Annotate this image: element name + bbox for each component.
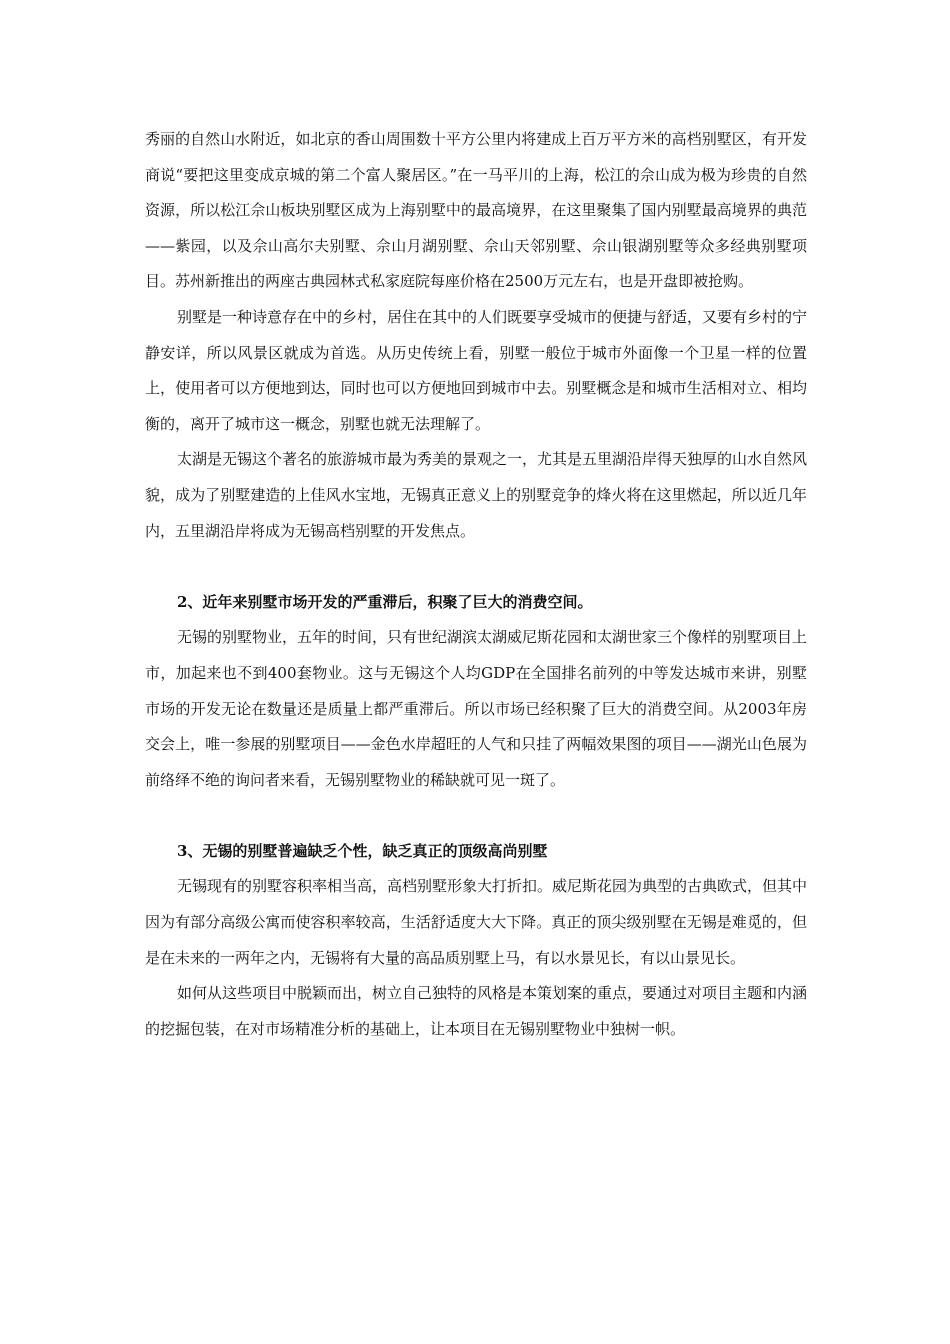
paragraph-4: 无锡的别墅物业，五年的时间，只有世纪湖滨太湖威尼斯花园和太湖世家三个像样的别墅项目上市，加起来也不到400套物业。这与无锡这个人均GDP在全国排名前列的中等发达城市来讲，别墅市场的开发无论在数量还是质量上都严重滞后。所以市场已经积聚了巨大的消费空间。从2003年房交会上，唯一参展的别墅项目——金色水岸超旺的人气和只挂了两幅效果图的项目——湖光山色展为前络绎不绝的询问者来看，无锡别墅物业的稀缺就可见一斑了。 [145, 628, 808, 789]
paragraph-6: 如何从这些项目中脱颖而出，树立自己独特的风格是本策划案的重点，要通过对项目主题和内涵的挖掘包装，在对市场精准分析的基础上，让本项目在无锡别墅物业中独树一帜。 [145, 984, 808, 1038]
paragraph-5: 无锡现有的别墅容积率相当高，高档别墅形象大打折扣。威尼斯花园为典型的古典欧式，但其中因为有部分高级公寓而使容积率较高，生活舒适度大大下降。真正的顶尖级别墅在无锡是难觅的，但是在未来的一两年之内，无锡将有大量的高品质别墅上马，有以水景见长，有以山景见长。 [145, 877, 808, 967]
section-heading-2: 2、近年来别墅市场开发的严重滞后，积聚了巨大的消费空间。 [177, 592, 593, 611]
paragraph-3: 太湖是无锡这个著名的旅游城市最为秀美的景观之一，尤其是五里湖沿岸得天独厚的山水自然风貌，成为了别墅建造的上佳风水宝地，无锡真正意义上的别墅竞争的烽火将在这里燃起，所以近几年内，五里湖沿岸将成为无锡高档别墅的开发焦点。 [145, 450, 808, 540]
section-heading-3: 3、无锡的别墅普遍缺乏个性，缺乏真正的顶级高尚别墅 [177, 841, 548, 860]
document-body [145, 122, 807, 1047]
paragraph-2: 别墅是一种诗意存在中的乡村，居住在其中的人们既要享受城市的便捷与舒适，又要有乡村的宁静安详，所以风景区就成为首选。从历史传统上看，别墅一般位于城市外面像一个卫星一样的位置上，使用者可以方便地到达，同时也可以方便地回到城市中去。别墅概念是和城市生活相对立、相均衡的，离开了城市这一概念，别墅也就无法理解了。 [145, 307, 808, 433]
paragraph-1: 秀丽的自然山水附近，如北京的香山周围数十平方公里内将建成上百万平方米的高档别墅区，有开发商说“要把这里变成京城的第二个富人聚居区。”在一马平川的上海，松江的佘山成为极为珍贵的自然资源，所以松江佘山板块别墅区成为上海别墅中的最高境界，在这里聚集了国内别墅最高境界的典范——紫园，以及佘山高尔夫别墅、佘山月湖别墅、佘山天邻别墅、佘山银湖别墅等众多经典别墅项目。苏州新推出的两座古典园林式私家庭院每座价格在2500万元左右，也是开盘即被抢购。 [145, 130, 807, 291]
